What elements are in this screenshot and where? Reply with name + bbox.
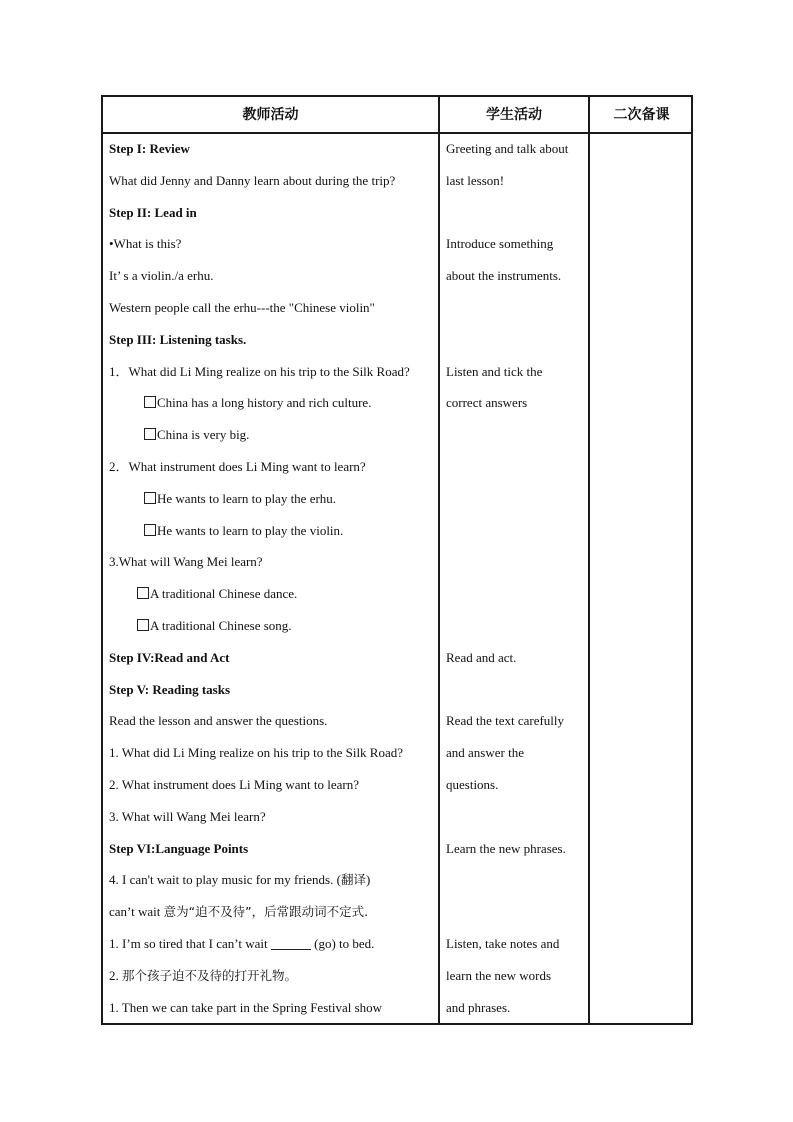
text-line: Read the lesson and answer the questions. (109, 713, 328, 729)
student-line-empty (446, 324, 586, 356)
text-part: 翻译 (340, 872, 366, 888)
option-line (109, 483, 436, 515)
checkbox-icon[interactable] (137, 619, 149, 631)
text-part: 2. (109, 967, 122, 983)
student-line: Listen, take notes and (446, 935, 560, 951)
student-line-empty (446, 578, 586, 610)
step-heading: Step IV:Read and Act (109, 649, 230, 665)
option-text: China is very big. (157, 427, 250, 443)
question-line: 1. What did Li Ming realize on his trip to the Silk Road? (109, 745, 404, 761)
student-line-empty (446, 546, 586, 578)
student-line: Read and act. (446, 649, 517, 665)
lesson-plan-table (101, 95, 693, 1025)
student-line: learn the new words (446, 967, 552, 983)
text-line (109, 864, 436, 896)
question-line: 2．What instrument does Li Ming want to learn? (109, 458, 366, 474)
student-line-empty (446, 451, 586, 483)
step-heading: Step VI:Language Points (109, 840, 249, 856)
student-line-empty (446, 896, 586, 928)
header-teacher-activity: 教师活动 (242, 107, 299, 123)
option-line (109, 419, 436, 451)
option-text: He wants to learn to play the violin. (157, 522, 344, 538)
teacher-activity-column (109, 133, 436, 1023)
student-line-empty (446, 674, 586, 706)
option-text: A traditional Chinese song. (150, 617, 292, 633)
text-part: 意为“迫不及待”，后常跟动词不定式. (163, 904, 369, 920)
option-line (109, 578, 436, 610)
option-text: China has a long history and rich culture. (157, 395, 372, 411)
checkbox-icon[interactable] (144, 524, 156, 536)
student-line: Listen and tick the (446, 363, 543, 379)
question-line: 3.What will Wang Mei learn? (109, 554, 263, 570)
option-text: He wants to learn to play the erhu. (157, 490, 337, 506)
second-preparation-column (592, 133, 692, 1023)
student-line-empty (446, 292, 586, 324)
option-line (109, 387, 436, 419)
student-line: Learn the new phrases. (446, 840, 566, 856)
student-line-empty (446, 864, 586, 896)
student-line: and answer the (446, 745, 524, 761)
student-line-empty (446, 801, 586, 833)
student-line-empty (446, 419, 586, 451)
text-line: It’ s a violin./a erhu. (109, 268, 214, 284)
student-line: last lesson! (446, 172, 505, 188)
text-part: (go) to bed. (310, 935, 375, 951)
student-line: questions. (446, 776, 499, 792)
checkbox-icon[interactable] (144, 492, 156, 504)
fill-in-blank[interactable] (271, 937, 311, 950)
step-heading: Step I: Review (109, 141, 190, 156)
student-activity-column (446, 133, 586, 1023)
checkbox-icon[interactable] (144, 428, 156, 440)
student-line: Introduce something (446, 236, 554, 252)
option-line (109, 610, 436, 642)
student-line-empty (446, 197, 586, 229)
text-part: ) (365, 872, 371, 888)
student-line-empty (446, 483, 586, 515)
checkbox-icon[interactable] (144, 396, 156, 408)
student-line-empty (446, 515, 586, 547)
question-line: 2. What instrument does Li Ming want to learn? (109, 776, 359, 792)
column-divider (588, 97, 590, 1023)
text-line (109, 896, 436, 928)
student-line: about the instruments. (446, 268, 562, 284)
text-part: can’t wait (109, 904, 164, 920)
text-line: Western people call the erhu---the "Chinese violin" (109, 299, 375, 315)
question-line: 3. What will Wang Mei learn? (109, 808, 266, 824)
text-line: 1. Then we can take part in the Spring Festival show (109, 999, 383, 1015)
student-line: Greeting and talk about (446, 141, 569, 156)
student-line-empty (446, 610, 586, 642)
option-line (109, 515, 436, 547)
text-part: 1. I’m so tired that I can’t wait (109, 935, 271, 951)
step-heading: Step V: Reading tasks (109, 681, 231, 697)
text-line: What did Jenny and Danny learn about during the trip? (109, 172, 396, 188)
question-line: 1．What did Li Ming realize on his trip to the Silk Road? (109, 363, 410, 379)
exercise-line (109, 960, 436, 992)
checkbox-icon[interactable] (137, 587, 149, 599)
step-heading: Step II: Lead in (109, 204, 197, 220)
exercise-line (109, 928, 436, 960)
student-line: correct answers (446, 395, 528, 411)
header-student-activity: 学生活动 (486, 107, 542, 123)
column-divider (438, 97, 440, 1023)
text-line: •What is this? (109, 236, 182, 252)
student-line: and phrases. (446, 999, 511, 1015)
text-part: 4. I can't wait to play music for my friends. ( (109, 872, 341, 888)
step-heading: Step III: Listening tasks. (109, 331, 247, 347)
text-part: 那个孩子迫不及待的打开礼物。 (122, 967, 298, 983)
header-second-preparation: 二次备课 (613, 107, 670, 123)
student-line: Read the text carefully (446, 713, 565, 729)
option-text: A traditional Chinese dance. (150, 586, 298, 602)
